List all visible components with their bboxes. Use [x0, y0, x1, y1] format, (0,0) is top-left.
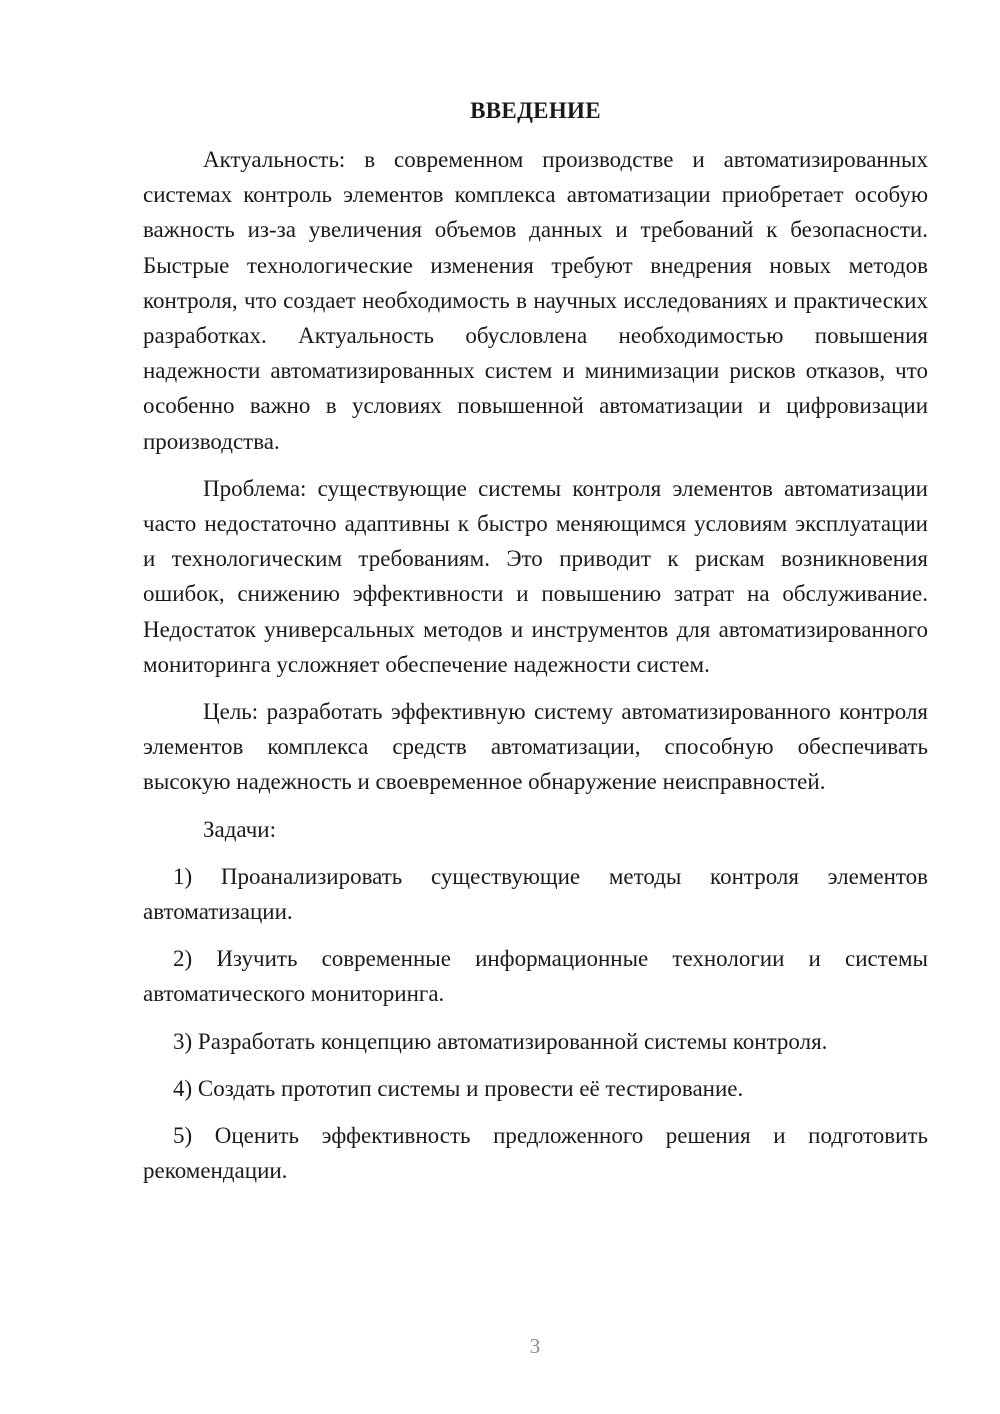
task-item-3: 3) Разработать концепцию автоматизированной системы контроля. — [173, 1028, 828, 1054]
tasks-label: Задачи: — [203, 816, 276, 842]
body-text — [143, 142, 928, 1200]
section-heading: ВВЕДЕНИЕ — [470, 98, 601, 123]
page-number: 3 — [529, 1334, 541, 1358]
task-item-1: 1) Проанализировать существующие методы контроля элементов автоматизации. — [143, 863, 928, 925]
task-item-2: 2) Изучить современные информационные технологии и системы автоматического мониторинга. — [143, 946, 928, 1007]
problem-paragraph: Проблема: существующие системы контроля элементов автоматизации часто недостаточно адаптивны к быстро меняющимся условиям эксплуатации и технологическим требованиям. Это приводит к рискам возникновения ошибок, снижению эффективности и повышению затрат на обслуживание. Недостаток универсальных методов и инструментов для автоматизированного мониторинга усложняет обеспечение надежности систем. — [143, 475, 928, 677]
relevance-paragraph: Актуальность: в современном производстве и автоматизированных системах контроль элементов комплекса автоматизации приобретает особую важность из-за увеличения объемов данных и требований к безопасности. Быстрые технологические изменения требуют внедрения новых методов контроля, что создает необходимость в научных исследованиях и практических разработках. Актуальность обусловлена необходимостью повышения надежности автоматизированных систем и минимизации рисков отказов, что особенно важно в условиях повышенной автоматизации и цифровизации производства. — [143, 147, 928, 454]
task-item-5: 5) Оценить эффективность предложенного решения и подготовить рекомендации. — [143, 1123, 928, 1184]
task-item-4: 4) Создать прототип системы и провести её тестирование. — [173, 1075, 744, 1101]
goal-paragraph: Цель: разработать эффективную систему автоматизированного контроля элементов комплекса средств автоматизации, способную обеспечивать высокую надежность и своевременное обнаружение неисправностей. — [143, 699, 928, 795]
